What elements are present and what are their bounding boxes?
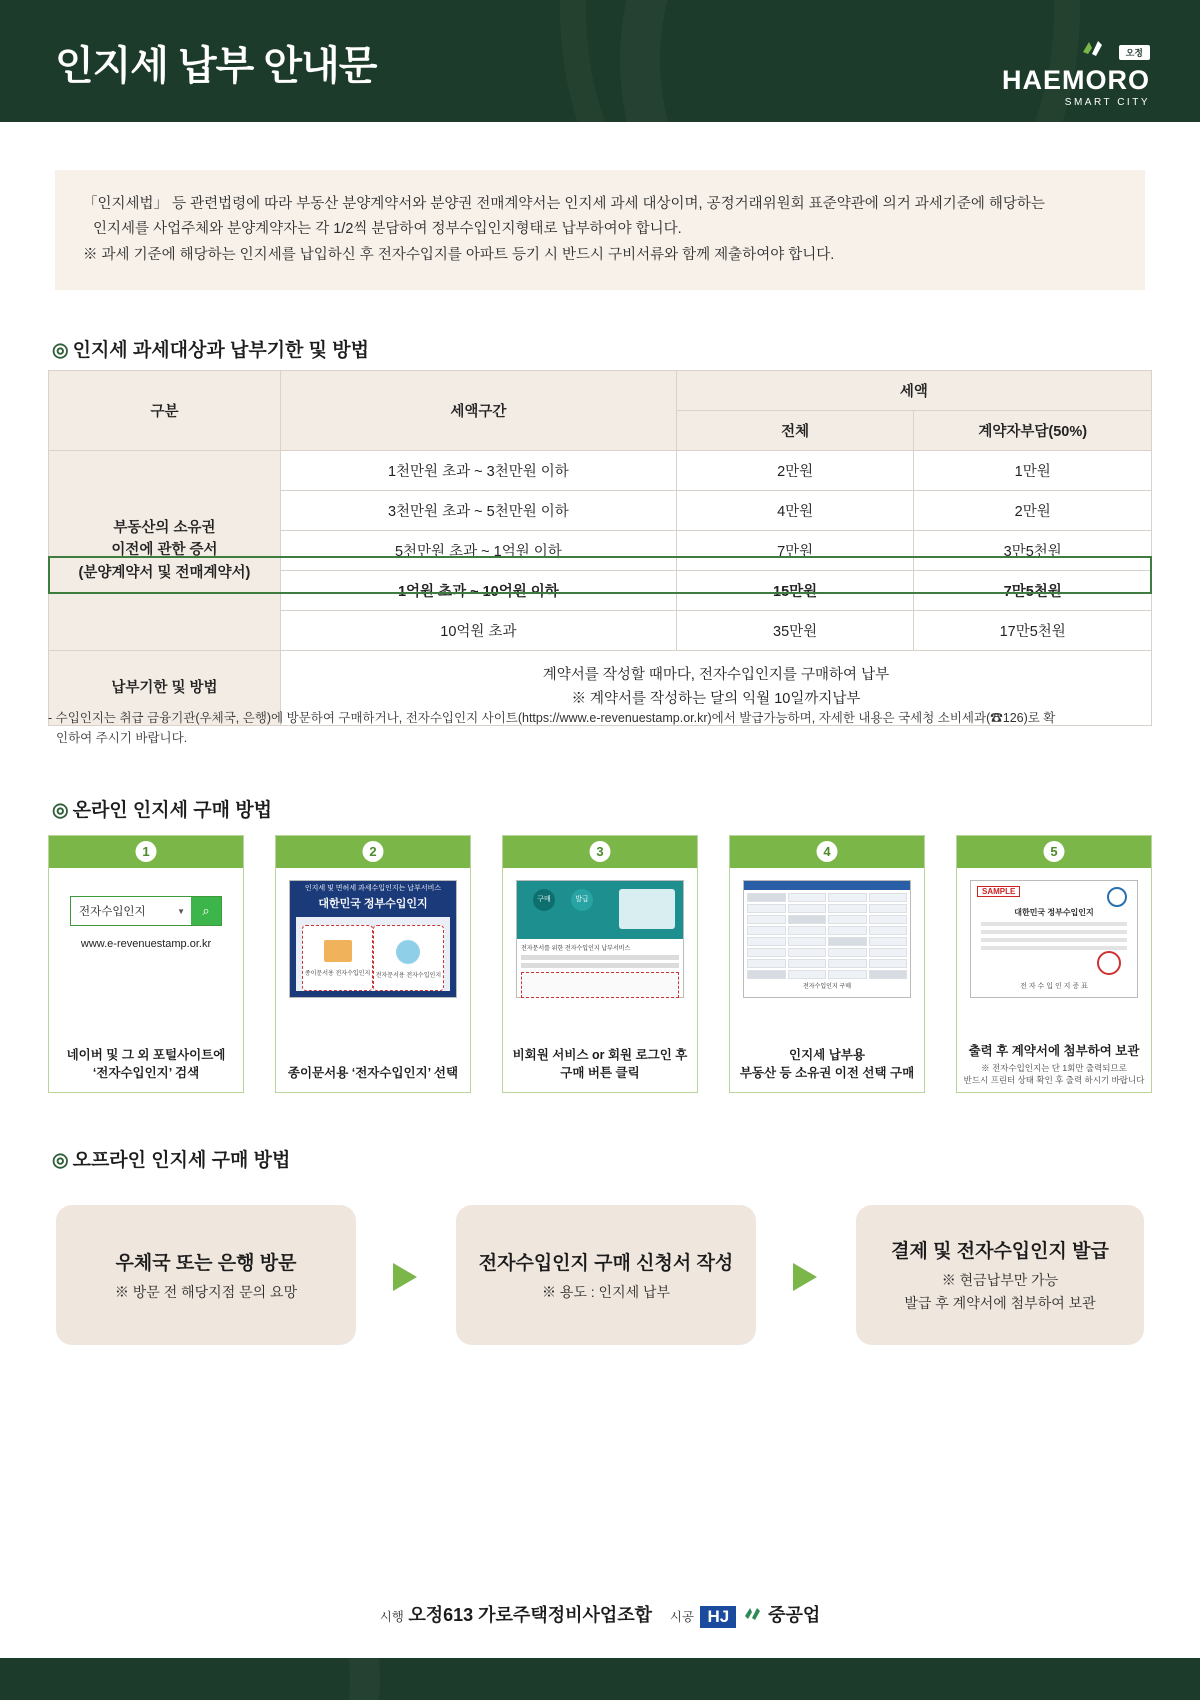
step-sub-line-1: ※ 전자수입인지는 단 1회만 출력되므로 xyxy=(981,1063,1127,1074)
placeholder-bar xyxy=(981,938,1127,942)
placeholder-bar xyxy=(981,922,1127,926)
step-cap xyxy=(957,836,1151,868)
step-url: www.e-revenuestamp.or.kr xyxy=(80,938,212,950)
td-deadline-label: 납부기한 및 방법 xyxy=(49,651,281,726)
td-range: 1억원 초과 ~ 10억원 이하 xyxy=(280,571,676,611)
step-label xyxy=(730,1046,924,1082)
offline-card-title: 결제 및 전자수입인지 발급 xyxy=(891,1241,1109,1262)
tax-table xyxy=(48,370,1152,726)
td-range: 5천만원 초과 ~ 1억원 이하 xyxy=(280,531,676,571)
step-number: 4 xyxy=(817,841,838,862)
td-range: 3천만원 초과 ~ 5천만원 이하 xyxy=(280,491,676,531)
form-row xyxy=(747,948,907,957)
footer-label-developer: 시행 xyxy=(379,1609,404,1624)
step-cap xyxy=(730,836,924,868)
flow-arrow-icon-2 xyxy=(793,1263,817,1291)
step-label xyxy=(276,1064,470,1082)
form-row xyxy=(747,904,907,913)
step-label-line-1: 비회원 서비스 or 회원 로그인 후 xyxy=(512,1047,688,1062)
step-sub-line-2: 반드시 프린터 상태 확인 후 출력 하시기 바랍니다 xyxy=(963,1074,1145,1085)
step-number: 2 xyxy=(363,841,384,862)
step-cap xyxy=(276,836,470,868)
step-label-line-1: 네이버 및 그 외 포털사이트에 xyxy=(66,1047,226,1062)
table-header-row-1 xyxy=(49,371,1152,411)
deadline-line-1: 계약서를 작성할 때마다, 전자수입인지를 구매하여 납부 xyxy=(542,667,890,683)
placeholder-bar xyxy=(521,963,679,968)
step-thumbnail xyxy=(743,880,911,998)
search-input-mock[interactable] xyxy=(70,896,222,926)
offline-card-title: 우체국 또는 은행 방문 xyxy=(115,1252,297,1274)
offline-card-1 xyxy=(56,1205,356,1345)
section-title-tax-table xyxy=(52,335,369,362)
online-steps xyxy=(48,835,1152,1093)
footer-credit xyxy=(0,1601,1200,1628)
table-note xyxy=(48,708,1158,748)
online-step-3 xyxy=(502,835,698,1093)
step-thumbnail xyxy=(516,880,684,998)
thumb-title: 전자수입인지 구매 xyxy=(802,984,852,990)
placeholder-bar xyxy=(981,946,1127,950)
rowhead-line-2: 이전에 관한 증서 xyxy=(111,542,218,559)
section-title-text: 인지세 과세대상과 납부기한 및 방법 xyxy=(72,340,370,361)
form-row xyxy=(747,915,907,924)
offline-card-2 xyxy=(456,1205,756,1345)
haemoro-mark-icon xyxy=(1080,36,1106,67)
online-step-2 xyxy=(275,835,471,1093)
page-header xyxy=(0,0,1200,122)
page-footer-bar xyxy=(0,1658,1200,1700)
td-total: 15만원 xyxy=(676,571,914,611)
step-cap xyxy=(49,836,243,868)
hj-logo: HJ xyxy=(700,1606,736,1628)
logo-main-text: HAEMORO xyxy=(1002,65,1150,95)
section-bullet-icon: ◎ xyxy=(52,340,69,361)
step-thumbnail xyxy=(970,880,1138,998)
thumb-issued-stamp xyxy=(970,880,1138,998)
footer-builder-name: 중공업 xyxy=(768,1604,821,1625)
section-title-text: 오프라인 인지세 구매 방법 xyxy=(72,1150,291,1171)
offline-card-3 xyxy=(856,1205,1144,1345)
monitor-icon xyxy=(619,889,675,929)
offline-card-title: 전자수입인지 구매 신청서 작성 xyxy=(478,1252,734,1274)
thumb-hero xyxy=(517,881,683,939)
table-row xyxy=(49,451,1152,491)
logo-badge: 오정 xyxy=(1119,45,1150,60)
td-range: 1천만원 초과 ~ 3천만원 이하 xyxy=(280,451,676,491)
notice-box xyxy=(55,170,1145,290)
step-label xyxy=(49,1046,243,1082)
form-grid xyxy=(744,890,910,993)
logo-sub-text: SMART CITY xyxy=(1064,97,1150,108)
thumb-title: 전자문서를 위한 전자수입인지 납부서비스 xyxy=(521,946,631,952)
stamp-icon xyxy=(1097,951,1121,975)
rowhead-line-1: 부동산의 소유권 xyxy=(113,519,216,536)
form-row xyxy=(747,970,907,979)
placeholder-bar xyxy=(521,955,679,960)
online-step-5 xyxy=(956,835,1152,1093)
step-label-line-2: 부동산 등 소유권 이전 선택 구매 xyxy=(739,1065,915,1080)
thumb-member-login-page xyxy=(516,880,684,998)
highlight-box xyxy=(521,972,679,998)
section-title-text: 온라인 인지세 구매 방법 xyxy=(72,800,272,821)
td-total: 7만원 xyxy=(676,531,914,571)
step-number: 3 xyxy=(590,841,611,862)
step-label xyxy=(503,1046,697,1082)
deadline-line-2: ※ 계약서를 작성하는 달의 익월 10일까지납부 xyxy=(571,690,861,707)
step-label-line-1: 인지세 납부용 xyxy=(789,1047,865,1062)
badge-icon-2: 발급 xyxy=(571,889,593,911)
placeholder-bar xyxy=(981,930,1127,934)
page-title: 인지세 납부 안내문 xyxy=(55,44,377,88)
step-label-line-2: ‘전자수입인지’ 검색 xyxy=(92,1065,200,1080)
footer-label-builder: 시공 xyxy=(669,1609,694,1624)
thumb-card-paper xyxy=(302,925,373,991)
thumb-gov-stamp-site xyxy=(289,880,457,998)
search-icon[interactable]: ⌕ xyxy=(191,897,221,925)
offline-card-sub-2: 발급 후 계약서에 첨부하여 보관 xyxy=(904,1295,1096,1311)
section-title-online xyxy=(52,795,272,822)
hj-mark-icon xyxy=(743,1605,761,1628)
th-category: 구분 xyxy=(49,371,281,451)
notice-line-1: 「인지세법」 등 관련법령에 따라 부동산 분양계약서와 분양권 전매계약서는 인지세 과세 대상이며, 공정거래위원회 표준약관에 의거 과세기준에 해당하는 xyxy=(83,196,1045,212)
table-note-line-2: 인하여 주시기 바랍니다. xyxy=(56,731,188,745)
offline-flow xyxy=(48,1205,1152,1345)
td-total: 2만원 xyxy=(676,451,914,491)
step-thumbnail xyxy=(289,880,457,998)
step-label xyxy=(957,1042,1151,1086)
thumb-card-electronic-label: 전자문서용 전자수입인지 xyxy=(375,973,442,979)
step-label-line-1: 출력 후 계약서에 첨부하여 보관 xyxy=(968,1043,1140,1058)
form-row xyxy=(747,937,907,946)
search-input-value: 전자수입인지 xyxy=(79,906,146,918)
section-bullet-icon: ◎ xyxy=(52,800,69,821)
offline-card-sub-1: ※ 현금납부만 가능 xyxy=(941,1272,1059,1288)
thumb-title: 대한민국 정부수입인지 xyxy=(318,897,428,910)
th-amount-half: 계약자부담(50%) xyxy=(914,411,1152,451)
thumb-title: 대한민국 정부수입인지 xyxy=(1014,908,1094,917)
thumb-purchase-form xyxy=(743,880,911,998)
td-rowhead-category xyxy=(49,451,281,651)
tax-table-wrapper xyxy=(48,370,1152,726)
electronic-icon xyxy=(396,940,420,964)
step-label-line-1: 종이문서용 ‘전자수입인지’ 선택 xyxy=(287,1065,459,1080)
step-number: 5 xyxy=(1044,841,1065,862)
thumb-top-text: 인지세 및 면허세 과세수입인지는 납부서비스 xyxy=(304,885,442,892)
form-row xyxy=(747,926,907,935)
flow-arrow-icon-1 xyxy=(393,1263,417,1291)
online-step-1 xyxy=(48,835,244,1093)
td-total: 4만원 xyxy=(676,491,914,531)
step-number: 1 xyxy=(136,841,157,862)
section-bullet-icon: ◎ xyxy=(52,1150,69,1171)
chevron-down-icon: ▼ xyxy=(177,906,185,916)
sample-badge: SAMPLE xyxy=(977,886,1020,897)
td-total: 35만원 xyxy=(676,611,914,651)
thumb-footer-text: 전 자 수 입 인 지 증 표 xyxy=(1020,983,1088,990)
logo-row xyxy=(1002,36,1150,67)
online-step-4 xyxy=(729,835,925,1093)
thumb-body xyxy=(517,939,683,998)
footer-decoration-circle xyxy=(0,1658,380,1700)
footer-developer-name: 오정613 가로주택정비사업조합 xyxy=(408,1604,653,1625)
thumb-card-electronic xyxy=(373,925,444,991)
form-row xyxy=(747,893,907,902)
badge-icon-1: 구매 xyxy=(533,889,555,911)
td-half: 1만원 xyxy=(914,451,1152,491)
section-title-offline xyxy=(52,1145,290,1172)
brand-logo xyxy=(1002,36,1150,108)
offline-card-sub-1: ※ 용도 : 인지세 납부 xyxy=(541,1283,671,1300)
offline-card-sub-1: ※ 방문 전 해당지점 문의 요망 xyxy=(114,1283,298,1300)
td-half: 2만원 xyxy=(914,491,1152,531)
step-label-line-2: 구매 버튼 클릭 xyxy=(560,1065,640,1080)
table-note-line-1: - 수입인지는 취급 금융기관(우체국, 은행)에 방문하여 구매하거나, 전자수입인지 사이트(https://www.e-revenuestamp.or.kr)에서 발급가능하며, 자세한 내용은 국세청 소비세과(☎126)로 확 xyxy=(48,711,1056,725)
td-half: 3만5천원 xyxy=(914,531,1152,571)
rowhead-line-3: (분양계약서 및 전매계약서) xyxy=(78,564,251,581)
th-amount-total: 전체 xyxy=(676,411,914,451)
notice-line-3: ※ 과세 기준에 해당하는 인지세를 납입하신 후 전자수입지를 아파트 등기 시 반드시 구비서류와 함께 제출하여야 합니다. xyxy=(83,246,835,263)
thumb-card-paper-label: 종이문서용 전자수입인지 xyxy=(304,971,371,977)
document-icon xyxy=(324,940,352,962)
seal-icon xyxy=(1107,887,1127,907)
form-header-bar xyxy=(744,881,910,890)
notice-line-2: 인지세를 사업주체와 분양계약자는 각 1/2씩 분담하여 정부수입인지형태로 납부하여야 합니다. xyxy=(93,221,682,238)
td-half: 17만5천원 xyxy=(914,611,1152,651)
thumb-body xyxy=(296,917,450,991)
th-amount-group: 세액 xyxy=(676,371,1151,411)
th-range: 세액구간 xyxy=(280,371,676,451)
form-row xyxy=(747,959,907,968)
step-cap xyxy=(503,836,697,868)
td-half: 7만5천원 xyxy=(914,571,1152,611)
td-range: 10억원 초과 xyxy=(280,611,676,651)
